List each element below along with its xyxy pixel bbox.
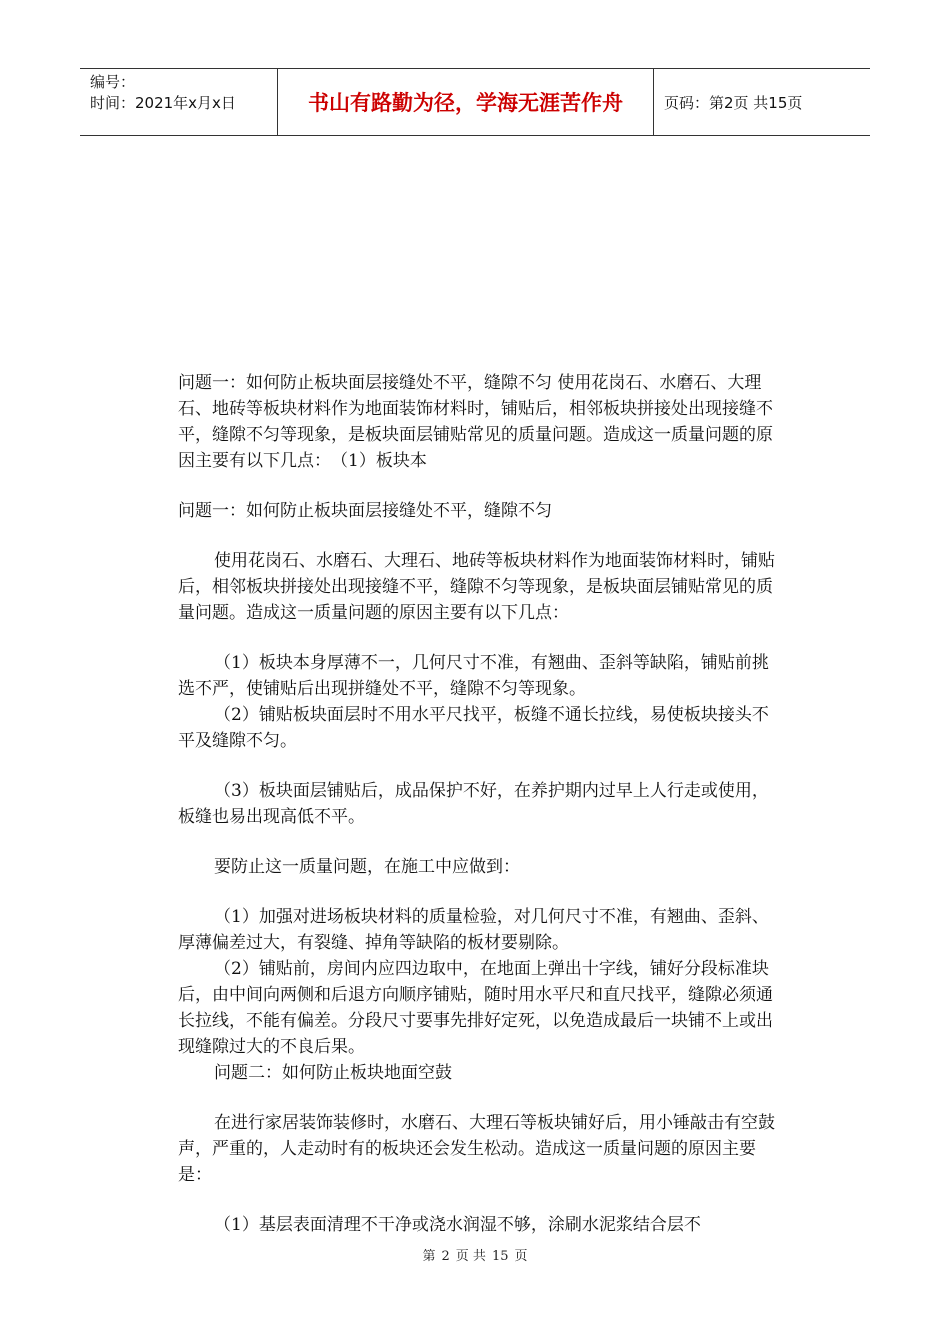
footer-total-pages: 15	[491, 1249, 509, 1264]
q1-cause-1: （1）板块本身厚薄不一，几何尺寸不准，有翘曲、歪斜等缺陷，铺贴前挑选不严，使铺贴后出现拼缝处不平，缝隙不匀等现象。	[178, 653, 769, 699]
header-motto: 书山有路勤为径，学海无涯苦作舟	[278, 69, 654, 135]
serial-label: 编号：	[90, 73, 136, 91]
q2-description: 在进行家居装饰装修时，水磨石、大理石等板块铺好后，用小锤敲击有空鼓声，严重的，人走动时有的板块还会发生松动。造成这一质量问题的原因主要是：	[178, 1113, 775, 1185]
q1-cause-2: （2）铺贴板块面层时不用水平尺找平，板缝不通长拉线，易使板块接头不平及缝隙不匀。	[178, 705, 769, 751]
footer-current-page: 2	[441, 1249, 450, 1264]
header-page-info: 页码：第2页 共15页	[664, 93, 803, 112]
page-header	[80, 68, 870, 136]
q2-cause-1: （1）基层表面清理不干净或浇水润湿不够，涂刷水泥浆结合层不	[214, 1215, 701, 1235]
q1-title: 问题一：如何防止板块面层接缝处不平，缝隙不匀	[178, 501, 552, 521]
page-footer	[0, 1245, 950, 1264]
header-meta	[80, 69, 278, 135]
q1-description: 使用花岗石、水磨石、大理石、地砖等板块材料作为地面装饰材料时，铺贴后，相邻板块拼接处出现接缝不平，缝隙不匀等现象，是板块面层铺贴常见的质量问题。造成这一质量问题的原因主要有以下几点：	[178, 551, 775, 623]
q1-prevention-intro: 要防止这一质量问题，在施工中应做到：	[214, 857, 520, 877]
footer-suffix: 页	[514, 1249, 528, 1264]
document-body	[178, 370, 778, 1238]
time-label: 时间：2021年x月x日	[90, 94, 236, 112]
footer-middle: 页 共	[455, 1249, 486, 1264]
footer-prefix: 第	[422, 1249, 436, 1264]
intro-summary: 问题一：如何防止板块面层接缝处不平，缝隙不匀 使用花岗石、水磨石、大理石、地砖等板块材料作为地面装饰材料时，铺贴后，相邻板块拼接处出现接缝不平，缝隙不匀等现象，是板块面层铺贴常见的质量问题。造成这一质量问题的原因主要有以下几点： （1）板块本	[178, 373, 773, 471]
q2-title: 问题二：如何防止板块地面空鼓	[214, 1063, 452, 1083]
q1-cause-3: （3）板块面层铺贴后，成品保护不好，在养护期内过早上人行走或使用，板缝也易出现高低不平。	[178, 781, 769, 827]
q1-measure-2: （2）铺贴前，房间内应四边取中，在地面上弹出十字线，铺好分段标准块后，由中间向两侧和后退方向顺序铺贴，随时用水平尺和直尺找平，缝隙必须通长拉线，不能有偏差。分段尺寸要事先排好定死，以免造成最后一块铺不上或出现缝隙过大的不良后果。	[178, 959, 773, 1057]
q1-measure-1: （1）加强对进场板块材料的质量检验，对几何尺寸不准，有翘曲、歪斜、厚薄偏差过大，有裂缝、掉角等缺陷的板材要剔除。	[178, 907, 769, 953]
